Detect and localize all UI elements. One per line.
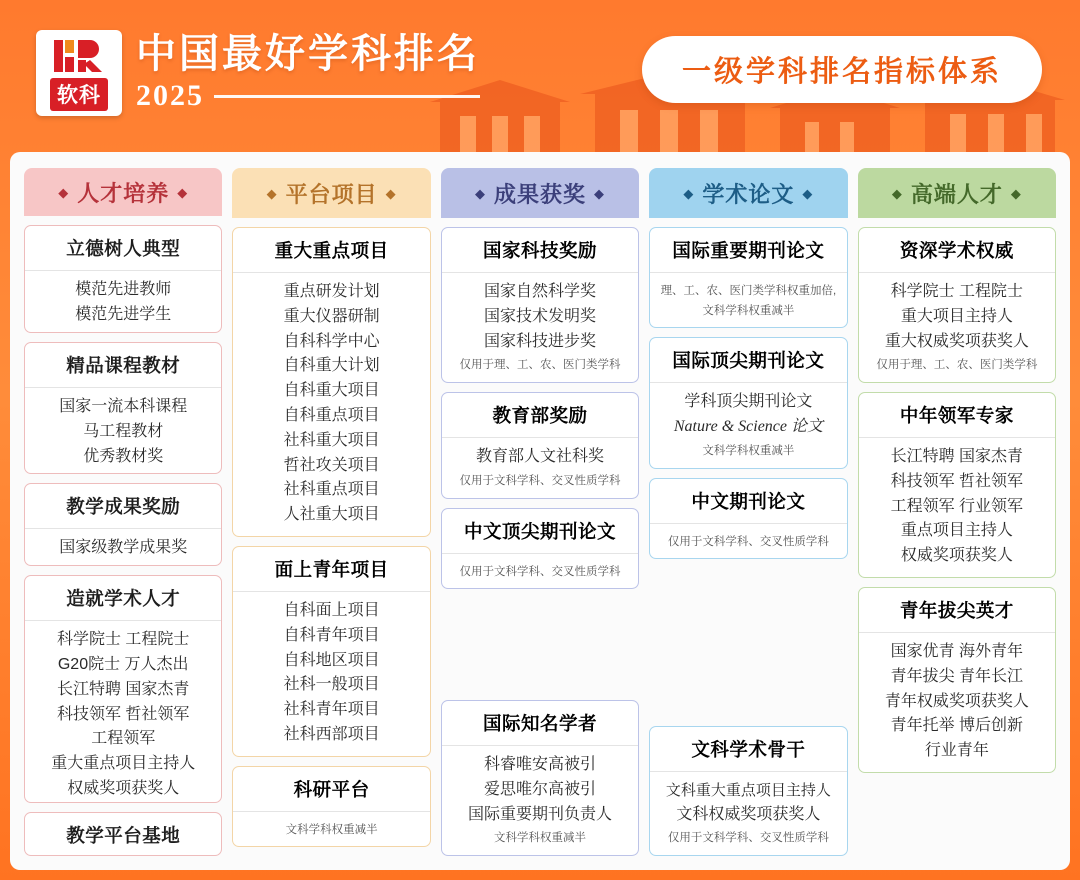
card-line: G20院士 万人杰出: [57, 656, 189, 674]
column-title: 成果获奖: [494, 181, 587, 207]
card-line: 社科青年项目: [283, 701, 380, 719]
card-title: 造就学术人才: [66, 588, 181, 610]
column-header-awards: [441, 168, 639, 218]
card-line: 自科重大计划: [283, 357, 380, 375]
column-talent: [24, 168, 222, 856]
diamond-icon: ◆: [594, 185, 606, 201]
card-line: 社科西部项目: [283, 725, 380, 743]
card-title: 文科学术骨干: [691, 739, 806, 761]
card-body: [442, 745, 638, 855]
card-line: 哲社攻关项目: [283, 456, 380, 474]
card-note: 仅用于理、工、农、医门类学科: [459, 359, 621, 372]
card[interactable]: [649, 337, 847, 468]
card[interactable]: [858, 392, 1056, 578]
card-body: [859, 272, 1055, 382]
card-line: 青年拔尖 青年长江: [890, 667, 1024, 685]
card[interactable]: [24, 225, 222, 333]
card-line: 教育部人文社科奖: [476, 448, 605, 466]
card-line: 学科顶尖期刊论文: [684, 393, 813, 411]
card-line: 自科地区项目: [283, 651, 380, 669]
card-body: [650, 771, 846, 855]
card-note: 文科学科权重减半: [285, 823, 378, 836]
card-line: 国际重要期刊负责人: [468, 805, 613, 823]
column-title: 高端人才: [910, 181, 1003, 207]
card-title: 面上青年项目: [274, 558, 389, 580]
card[interactable]: [232, 766, 430, 848]
card-title: 青年拔尖英才: [899, 600, 1014, 622]
card[interactable]: [441, 508, 639, 590]
card-body: [233, 272, 429, 536]
card-body: [442, 272, 638, 382]
card-line: 爱思唯尔高被引: [484, 780, 597, 798]
card-line: 人社重大项目: [283, 506, 380, 524]
card[interactable]: [858, 587, 1056, 773]
ruanke-logo-icon: [50, 36, 108, 76]
card-note: 文科学科权重减半: [702, 444, 795, 457]
indicator-board: [10, 152, 1070, 870]
card-body: [650, 382, 846, 467]
card-body: [442, 437, 638, 497]
card-body: [25, 528, 221, 567]
column-awards: [441, 168, 639, 856]
column-header-platform: [232, 168, 430, 218]
card-line: 自科科学中心: [283, 332, 380, 350]
card[interactable]: [649, 227, 847, 328]
card-line: 模范先进学生: [75, 306, 172, 324]
card-line: 模范先进教师: [75, 281, 172, 299]
card-line: 重大权威奖项获奖人: [884, 332, 1029, 350]
card-line: 重大项目主持人: [900, 307, 1013, 325]
card-line: 重点研发计划: [283, 283, 380, 300]
card-title: 国际顶尖期刊论文: [672, 350, 825, 372]
card-title: 精品课程教材: [66, 354, 181, 376]
card-title: 国际知名学者: [483, 712, 598, 734]
card-line: 社科重大项目: [283, 431, 380, 449]
spacer: [649, 568, 847, 717]
card-line: 长江特聘 国家杰青: [56, 680, 190, 698]
column-title: 平台项目: [285, 181, 378, 207]
column-header-talent: [24, 168, 222, 216]
card[interactable]: [24, 342, 222, 474]
brand-logo: [36, 30, 480, 116]
logo-box: [36, 30, 122, 116]
logo-label: 软科: [50, 78, 108, 111]
card-note: 理、工、农、医门类学科权重加倍,: [660, 285, 837, 297]
card-line: 工程领军 行业领军: [890, 497, 1024, 515]
card-line: 国家级教学成果奖: [59, 538, 188, 556]
card[interactable]: [232, 546, 430, 757]
card-line: 自科重点项目: [283, 406, 380, 424]
card-line: 社科一般项目: [283, 676, 380, 694]
card-title: 教育部奖励: [492, 405, 588, 427]
page-title: 中国最好学科排名: [136, 32, 480, 76]
card-line: 国家优青 海外青年: [890, 643, 1024, 661]
column-title: 学术论文: [702, 181, 795, 207]
card-line: 文科重大重点项目主持人: [665, 782, 831, 800]
title-divider: [214, 95, 480, 98]
card[interactable]: [24, 575, 222, 802]
card-title: 教学成果奖励: [66, 495, 181, 517]
card[interactable]: [441, 227, 639, 383]
diamond-icon: ◆: [891, 185, 903, 201]
card-line: 科技领军 哲社领军: [56, 705, 190, 723]
card-body: [25, 387, 221, 474]
card-title: 国际重要期刊论文: [672, 240, 825, 261]
card[interactable]: [24, 812, 222, 856]
card-line: 科学院士 工程院士: [56, 631, 190, 649]
year-label: 2025: [136, 79, 204, 112]
card-line: 工程领军: [91, 730, 156, 748]
diamond-icon: ◆: [58, 184, 70, 200]
card-line: 重大仪器研制: [283, 307, 380, 325]
card-line: 权威奖项获奖人: [900, 547, 1013, 565]
card[interactable]: [24, 483, 222, 567]
card-title: 科研平台: [293, 778, 370, 800]
card-line: 文科权威奖项获奖人: [676, 805, 821, 823]
card-title: 重大重点项目: [274, 240, 389, 261]
card-body: [650, 523, 846, 559]
diamond-icon: ◆: [1010, 185, 1022, 201]
card[interactable]: [649, 478, 847, 560]
diamond-icon: ◆: [475, 185, 486, 201]
diamond-icon: ◆: [266, 185, 278, 201]
column-title: 人才培养: [77, 180, 170, 206]
column-elite: [858, 168, 1056, 856]
card-line: 权威奖项获奖人: [67, 780, 180, 798]
card-body: [442, 553, 638, 589]
card-line: 自科重大项目: [283, 382, 380, 400]
card-line: 国家自然科学奖: [484, 283, 597, 300]
card-title: 立德树人典型: [66, 238, 181, 260]
card-note: 文科学科权重减半: [494, 832, 587, 845]
card-line: 自科面上项目: [283, 601, 380, 619]
card-body: [25, 270, 221, 333]
card-line: 重大重点项目主持人: [51, 755, 196, 773]
card[interactable]: [441, 392, 639, 498]
page-header: [0, 0, 1080, 152]
card[interactable]: [232, 227, 430, 537]
diamond-icon: ◆: [802, 185, 814, 201]
card-body: [650, 272, 846, 327]
card-line: 青年权威奖项获奖人: [884, 692, 1029, 710]
card-title: 国家科技奖励: [483, 240, 598, 261]
diamond-icon: ◆: [177, 184, 189, 200]
subtitle-label: 一级学科排名指标体系: [681, 56, 1002, 88]
card[interactable]: [441, 700, 639, 856]
card-title: 资深学术权威: [899, 240, 1014, 261]
card-note: 仅用于文科学科、交叉性质学科: [667, 535, 829, 548]
card-line: 青年托举 博后创新: [890, 717, 1024, 735]
card-line: 马工程教材: [83, 422, 164, 440]
card-note: 仅用于文科学科、交叉性质学科: [459, 565, 621, 578]
column-platform: [232, 168, 430, 856]
diamond-icon: ◆: [385, 185, 397, 201]
card-line: 优秀教材奖: [83, 447, 164, 465]
card[interactable]: [858, 227, 1056, 383]
card-body: [233, 811, 429, 847]
card-note: 仅用于文科学科、交叉性质学科: [459, 474, 621, 487]
card-line: 科学院士 工程院士: [890, 283, 1024, 300]
card-title: 中文期刊论文: [691, 490, 806, 512]
card-body: [859, 437, 1055, 577]
card-line: 自科青年项目: [283, 626, 380, 644]
card-line: 长江特聘 国家杰青: [890, 448, 1024, 466]
card[interactable]: [649, 726, 847, 856]
card-body: [859, 632, 1055, 772]
subtitle-pill: [642, 36, 1042, 103]
column-papers: [649, 168, 847, 856]
card-line: 行业青年: [924, 742, 989, 760]
card-title: 中年领军专家: [899, 405, 1014, 427]
card-note: 仅用于理、工、农、医门类学科: [876, 359, 1038, 372]
column-header-elite: [858, 168, 1056, 218]
card-line: 国家一流本科课程: [59, 397, 188, 415]
card-title: 中文顶尖期刊论文: [464, 520, 617, 542]
column-header-papers: [649, 168, 847, 218]
card-line: 社科重点项目: [283, 481, 380, 499]
card-title: 教学平台基地: [66, 824, 181, 846]
card-body: [25, 620, 221, 802]
card-body: [233, 591, 429, 756]
card-note: 仅用于文科学科、交叉性质学科: [667, 832, 829, 845]
card-note: 文科学科权重减半: [702, 304, 795, 317]
card-line: Nature & Science 论文: [673, 418, 823, 436]
card-line: 科技领军 哲社领军: [890, 472, 1024, 490]
diamond-icon: ◆: [683, 185, 695, 201]
card-line: 国家科技进步奖: [484, 332, 597, 350]
card-line: 重点项目主持人: [900, 522, 1013, 540]
spacer: [441, 598, 639, 691]
card-line: 科睿唯安高被引: [484, 755, 597, 773]
card-line: 国家技术发明奖: [484, 307, 597, 325]
